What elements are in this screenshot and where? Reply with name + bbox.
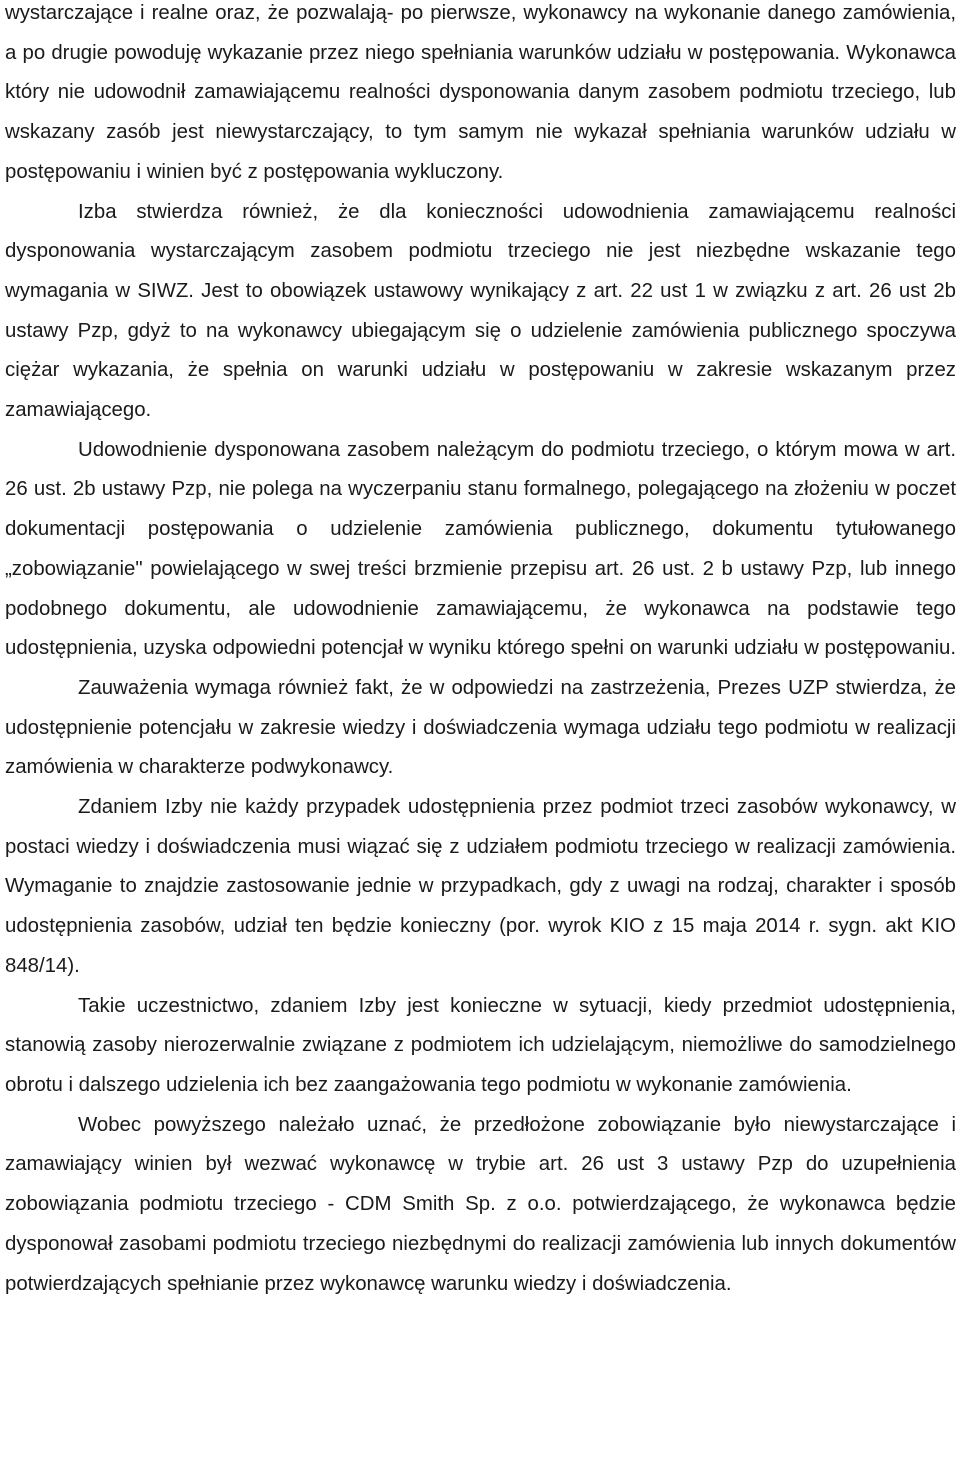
paragraph-zauwazenia: Zauważenia wymaga również fakt, że w odpowiedzi na zastrzeżenia, Prezes UZP stwierdza, że udostępnienie potencjału w zakresie wiedzy i doświadczenia wymaga udziału tego podmiotu w realizacji zamówienia w charakterze podwykonawcy. bbox=[5, 676, 956, 779]
paragraph-uczestnictwo: Takie uczestnictwo, zdaniem Izby jest konieczne w sytuacji, kiedy przedmiot udostępnienia, stanowią zasoby nierozerwalnie związane z podmiotem ich udzielającym, niemożliwe do samodzielnego obrotu i dalszego udzielenia ich bez zaangażowania tego podmiotu w wykonanie zamówienia. bbox=[5, 994, 956, 1096]
paragraph-zdaniem-izby: Zdaniem Izby nie każdy przypadek udostępnienia przez podmiot trzeci zasobów wykonawcy, w postaci wiedzy i doświadczenia musi wiązać się z udziałem podmiotu trzeciego w realizacji zamówienia. Wymaganie to znajdzie zastosowanie jednie w przypadkach, gdy z uwagi na rodzaj, charakter i sposób udostępnienia zasobów, udział ten będzie konieczny (por. wyrok KIO z 15 maja 2014 r. sygn. akt KIO 848/14). bbox=[5, 796, 956, 977]
paragraph-udowodnienie: Udowodnienie dysponowana zasobem należącym do podmiotu trzeciego, o którym mowa w art. 26 ust. 2b ustawy Pzp, nie polega na wyczerpaniu stanu formalnego, polegającego na złożeniu w poczet dokumentacji postępowania o udzielenie zamówienia publicznego, dokumentu tytułowanego „zobowiązanie" powielającego w swej treści brzmienie przepisu art. 26 ust. 2 b ustawy Pzp, lub innego podobnego dokumentu, ale udowodnienie zamawiającemu, że wykonawca na podstawie tego udostępnienia, uzyska odpowiedni potencjał w wyniku którego spełni on warunki udziału w postępowaniu. bbox=[5, 438, 957, 660]
paragraph-wobec-powyzszego: Wobec powyższego należało uznać, że przedłożone zobowiązanie było niewystarczające i zamawiający winien był wezwać wykonawcę w trybie art. 26 ust 3 ustawy Pzp do uzupełnienia zobowiązania podmiotu trzeciego - CDM Smith Sp. z o.o. potwierdzającego, że wykonawca będzie dysponował zasobami podmiotu trzeciego niezbędnymi do realizacji zamówienia lub innych dokumentów potwierdzających spełnianie przez wykonawcę warunku wiedzy i doświadczenia. bbox=[5, 1113, 956, 1295]
paragraph-continuation: wystarczające i realne oraz, że pozwalają- po pierwsze, wykonawcy na wykonanie danego zamówienia, a po drugie powoduję wykazanie przez niego spełniania warunków udziału w postępowania. Wykonawca który nie udowodnił zamawiającemu realności dysponowania danym zasobem podmiotu trzeciego, lub wskazany zasób jest niewystarczający, to tym samym nie wykazał spełniania warunków udziału w postępowaniu i winien być z postępowania wykluczony. bbox=[5, 2, 956, 183]
paragraph-siwz: Izba stwierdza również, że dla konieczności udowodnienia zamawiającemu realności dysponowania wystarczającym zasobem podmiotu trzeciego nie jest niezbędne wskazanie tego wymagania w SIWZ. Jest to obowiązek ustawowy wynikający z art. 22 ust 1 w związku z art. 26 ust 2b ustawy Pzp, gdyż to na wykonawcy ubiegającym się o udzielenie zamówienia publicznego spoczywa ciężar wykazania, że spełnia on warunki udziału w postępowaniu w zakresie wskazanym przez zamawiającego. bbox=[5, 200, 956, 422]
document-page bbox=[5, 0, 956, 1304]
